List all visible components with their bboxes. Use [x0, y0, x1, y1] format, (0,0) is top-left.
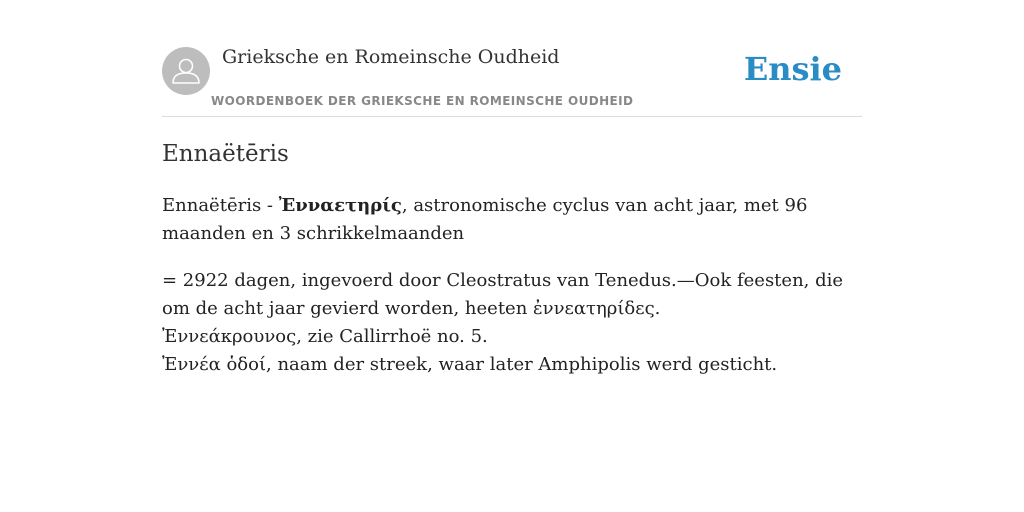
entry-line: Ἐννεάκρουνος, zie Callirrhoë no. 5. — [162, 326, 488, 347]
definition-text: , astronomische cyclus van acht jaar, met 96 maanden en 3 schrikkelmaanden — [162, 195, 808, 244]
book-subtitle: WOORDENBOEK DER GRIEKSCHE EN ROMEINSCHE OUDHEID — [211, 94, 634, 108]
entry-line: Ἐννέα ὁδοί, naam der streek, waar later Amphipolis werd gesticht. — [162, 354, 778, 375]
entry-line: = 2922 dagen, ingevoerd door Cleostratus van Tenedus.—Ook feesten, die om de acht jaar gevierd worden, heeten ἐννεατηρίδες. — [162, 270, 844, 319]
book-title[interactable]: Grieksche en Romeinsche Oudheid — [222, 46, 560, 68]
entry-title: Ennaëtēris — [162, 141, 289, 167]
entry-content — [162, 138, 862, 398]
definition-greek-term: Ἐνναετηρίς — [278, 195, 402, 216]
header — [162, 44, 862, 117]
entry-notes — [162, 267, 862, 379]
definition-term: Ennaëtēris — [162, 195, 262, 216]
entry-definition — [162, 192, 862, 248]
definition-separator: - — [261, 195, 279, 216]
brand-logo[interactable]: Ensie — [743, 50, 842, 88]
avatar[interactable] — [162, 47, 210, 95]
user-icon — [162, 47, 210, 95]
